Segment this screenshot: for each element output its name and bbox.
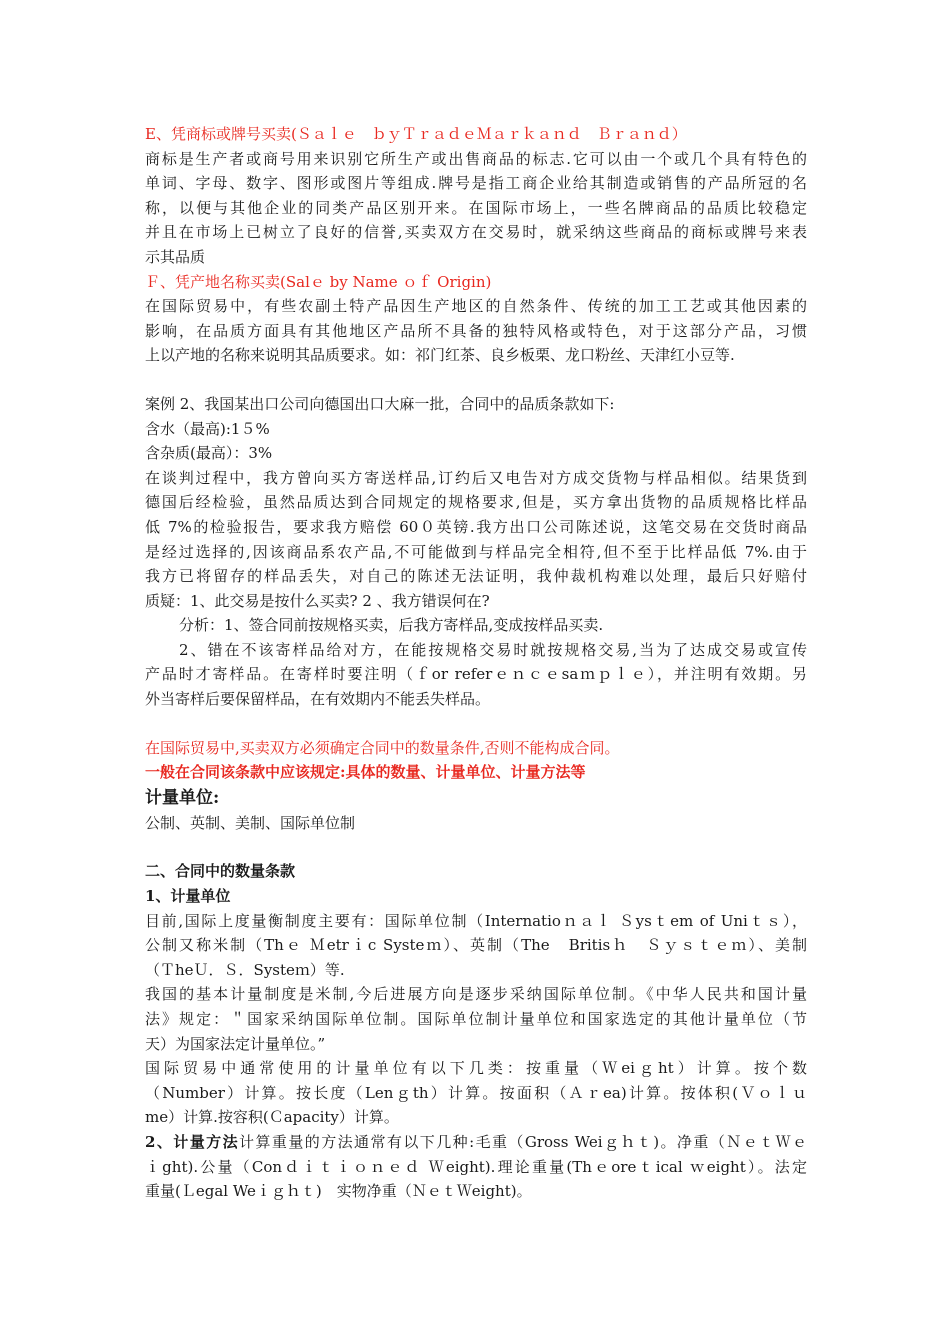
section-two-line: 公制又称米制（Thｅ Ｍetrｉc Systeｍ）、英制（The Britisｈ Ｓｙｓｔｅｍ）、美制 [145,936,807,955]
section-two-sub2-text: 计算重量的方法通常有以下几种:毛重（Gross Weiｇｈｔ)。净重（ＮｅｔＷｅ [239,1132,807,1151]
section-two-line: 我国的基本计量制度是米制,今后进展方向是逐步采纳国际单位制。《中华人民共和国计量 [145,985,807,1004]
section-two-line: （ＴheＵ．Ｓ．Systeｍ）等. [145,960,345,979]
section-two-line: 天）为国家法定计量单位。” [145,1034,326,1053]
section-f-heading: Ｆ、凭产地名称买卖(Salｅ by Name ｏｆ Origin) [145,272,492,291]
section-two-line: 国际贸易中通常使用的计量单位有以下几类：按重量（Ｗeiｇht）计算。按个数 [145,1059,807,1078]
section-two-line: 目前,国际上度量衡制度主要有：国际单位制（Internatioｎａｌ Ｓysｔem of Uniｔｓ）， [145,911,807,930]
case2-line: 是经过选择的,因该商品系农产品,不可能做到与样品完全相符,但不至于比样品低 7%.由于 [145,542,807,561]
section-two-line: me）计算.按容积(Ｃapacity）计算。 [145,1108,399,1127]
case2-line: 低 7%的检验报告，要求我方赔偿 60０英镑.我方出口公司陈述说，这笔交易在交货时商品 [145,517,807,536]
section-e-line: 称，以便与其他企业的同类产品区别开来。在国际市场上，一些名牌商品的品质比较稳定 [145,198,807,217]
section-e-heading: E、凭商标或牌号买卖(Ｓａｌｅ ｂｙＴｒａｄｅＭａｒｋａｎｄ Ｂｒａｎｄ） [145,125,687,143]
spacer [145,368,807,392]
section-two-sub2-line [145,1130,807,1155]
spacer [145,712,807,736]
case2-analysis-2: 产品时才寄样品。在寄样时要注明（ｆor referｅｎｃｅsaｍｐｌｅ），并注明有效期。另 [145,665,807,684]
case2-line: 案例 2、我国某出口公司向德国出口大麻一批，合同中的品质条款如下: [145,394,615,413]
section-e-line: 并且在市场上已树立了良好的信誉,买卖双方在交易时，就采纳这些商品的商标或牌号来表 [145,223,807,242]
section-e-line: 商标是生产者或商号用来识别它所生产或出售商品的标志.它可以由一个或几个具有特色的 [145,149,807,168]
case2-line: 我方已将留存的样品丢失，对自己的陈述无法证明，我仲裁机构难以处理，最后只好赔付 [145,567,807,586]
section-two-sub1: 1、计量单位 [145,887,231,906]
case2-line: 德国后经检验，虽然品质达到合同规定的规格要求,但是，买方拿出货物的品质规格比样品 [145,493,807,512]
case2-line: 含杂质(最高）：3% [145,444,273,463]
section-f-line: 上以产地的名称来说明其品质要求。如：祁门红茶、良乡板栗、龙口粉丝、天津红小豆等. [145,346,735,365]
case2-line: 含水（最高):1５% [145,419,270,438]
spacer [145,835,807,859]
units-line: 公制、英制、美制、国际单位制 [145,813,356,832]
document-page [145,122,807,1204]
section-two-sub2-label: 2、计量方法 [145,1132,240,1151]
section-two-heading: 二、合同中的数量条款 [145,862,296,881]
case2-line: 在谈判过程中，我方曾向买方寄送样品,订约后又电告对方成交货物与样品相似。结果货到 [145,468,807,487]
units-heading: 计量单位: [145,787,220,808]
quantity-red-line: 在国际贸易中,买卖双方必须确定合同中的数量条件,否则不能构成合同。 [145,738,620,757]
quantity-red-bold-line: 一般在合同该条款中应该规定:具体的数量、计量单位、计量方法等 [145,763,586,782]
case2-line: 质疑：1、此交易是按什么买卖? 2 、我方错误何在? [145,591,490,610]
case2-analysis-1: 分析：1、签合同前按规格买卖，后我方寄样品,变成按样品买卖. [179,616,604,635]
section-two-line: 法》规定：＂国家采纳国际单位制。国际单位制计量单位和国家选定的其他计量单位（节 [145,1010,807,1028]
section-two-line: 重量(Ｌegal Weｉｇｈｔ) 实物净重（ＮｅｔＷeight)。 [145,1182,532,1201]
section-e-line: 示其品质 [145,247,206,266]
section-two-line: ｉght).公量（Conｄｉｔｉｏｎｅｄ Ｗeight).理论重量(Thｅoreｔical ｗeight）。法定 [145,1157,807,1176]
section-f-line: 在国际贸易中，有些农副土特产品因生产地区的自然条件、传统的加工工艺或其他因素的 [145,297,807,316]
section-f-line: 影响，在品质方面具有其他地区产品所不具备的独特风格或特色，对于这部分产品，习惯 [145,321,807,340]
case2-analysis-2: 2、错在不该寄样品给对方，在能按规格交易时就按规格交易,当为了达成交易或宣传 [179,640,807,659]
section-two-line: （Number）计算。按长度（Lenｇth）计算。按面积（Ａｒea)计算。按体积(Ｖｏｌｕ [145,1083,807,1102]
case2-analysis-2: 外当寄样后要保留样品，在有效期内不能丢失样品。 [145,690,491,709]
section-e-line: 单词、字母、数字、图形或图片等组成.牌号是指工商企业给其制造或销售的产品所冠的名 [145,174,807,193]
